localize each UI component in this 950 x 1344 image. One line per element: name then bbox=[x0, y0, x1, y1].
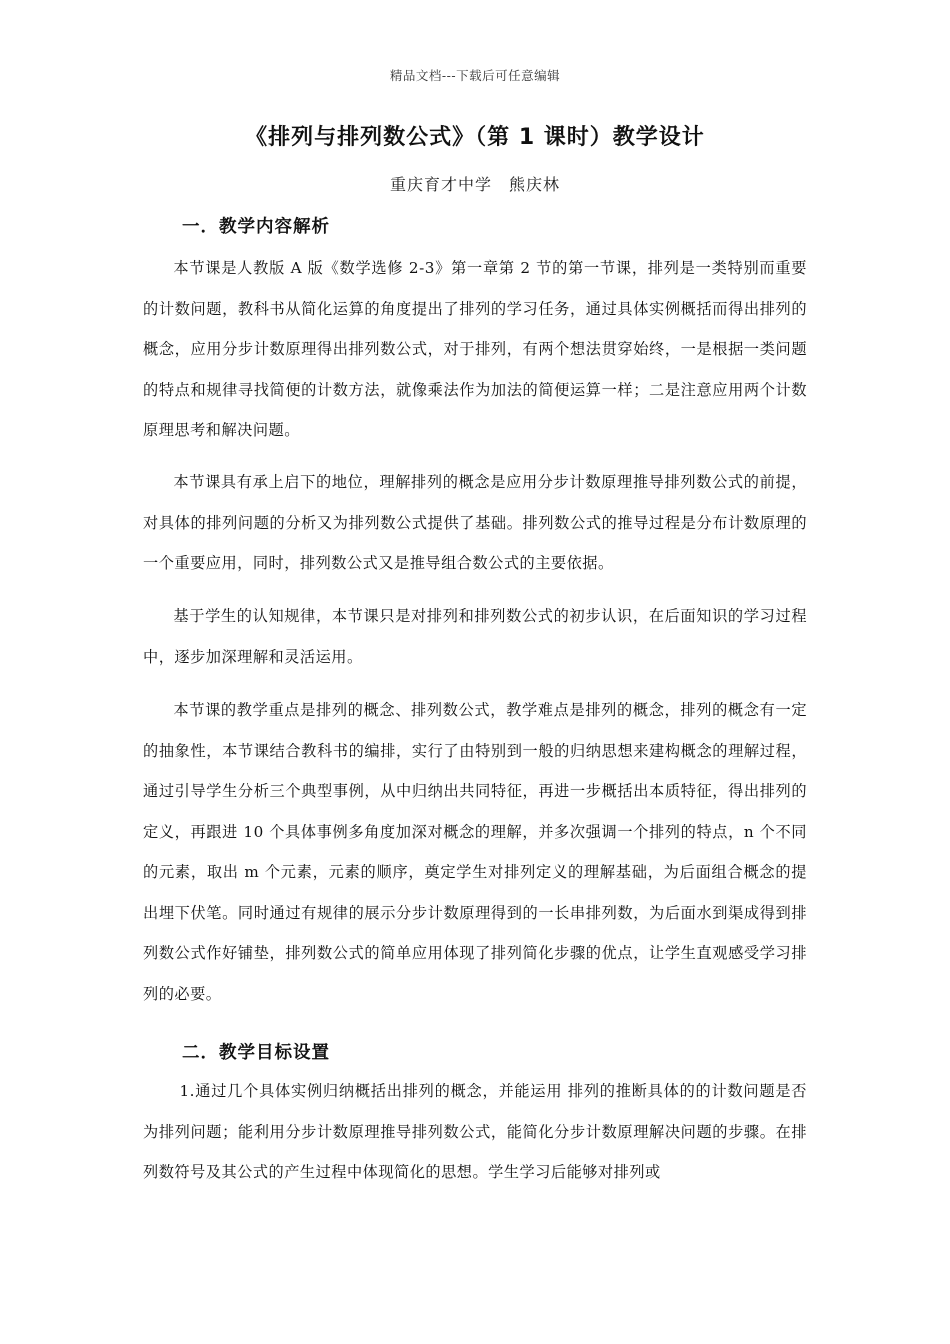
section-heading-teaching-goals: 二．教学目标设置 bbox=[182, 1043, 330, 1063]
paragraph-content-intro: 本节课是人教版 A 版《数学选修 2-3》第一章第 2 节的第一节课，排列是一类特别而重要的计数问题，教科书从简化运算的角度提出了排列的学习任务，通过具体实例概括而得出排列的概念，应用分步计数原理得出排列数公式，对于排列，有两个想法贯穿始终，一是根据一类问题的特点和规律寻找简便的计数方法，就像乘法作为加法的简便运算一样；二是注意应用两个计数原理思考和解决问题。 bbox=[143, 259, 807, 439]
author-line: 重庆育才中学 熊庆林 bbox=[389, 175, 560, 194]
paragraph-content-focus: 本节课的教学重点是排列的概念、排列数公式，教学难点是排列的概念，排列的概念有一定的抽象性，本节课结合教科书的编排，实行了由特别到一般的归纳思想来建构概念的理解过程，通过引导学生分析三个典型事例，从中归纳出共同特征，再进一步概括出本质特征，得出排列的定义，再跟进 10 个具体事例多角度加深对概念的理解，并多次强调一个排列的特点，n 个不同的元素，取出 m 个元素，元素的顺序，奠定学生对排列定义的理解基础，为后面组合概念的提出埋下伏笔。同时通过有规律的展示分步计数原理得到的一长串排列数，为后面水到渠成得到排列数公式作好铺垫，排列数公式的简单应用体现了排列简化步骤的优点，让学生直观感受学习排列的必要。 bbox=[143, 701, 807, 1003]
section-heading-content-analysis: 一．教学内容解析 bbox=[182, 217, 330, 237]
paragraph-content-cognition: 基于学生的认知规律，本节课只是对排列和排列数公式的初步认识，在后面知识的学习过程中，逐步加深理解和灵活运用。 bbox=[143, 607, 807, 666]
paragraph-content-role: 本节课具有承上启下的地位，理解排列的概念是应用分步计数原理推导排列数公式的前提，对具体的排列问题的分析又为排列数公式提供了基础。排列数公式的推导过程是分布计数原理的一个重要应用，同时，排列数公式又是推导组合数公式的主要依据。 bbox=[143, 473, 807, 572]
paragraph-goal-1: 1.通过几个具体实例归纳概括出排列的概念，并能运用 排列的推断具体的的计数问题是否为排列问题；能利用分步计数原理推导排列数公式，能简化分步计数原理解决问题的步骤。在排列数符号及其公式的产生过程中体现简化的思想。学生学习后能够对排列或 bbox=[143, 1082, 807, 1181]
page-title: 《排列与排列数公式》（第 1 课时）教学设计 bbox=[245, 125, 705, 150]
header-note: 精品文档---下载后可任意编辑 bbox=[389, 68, 561, 83]
